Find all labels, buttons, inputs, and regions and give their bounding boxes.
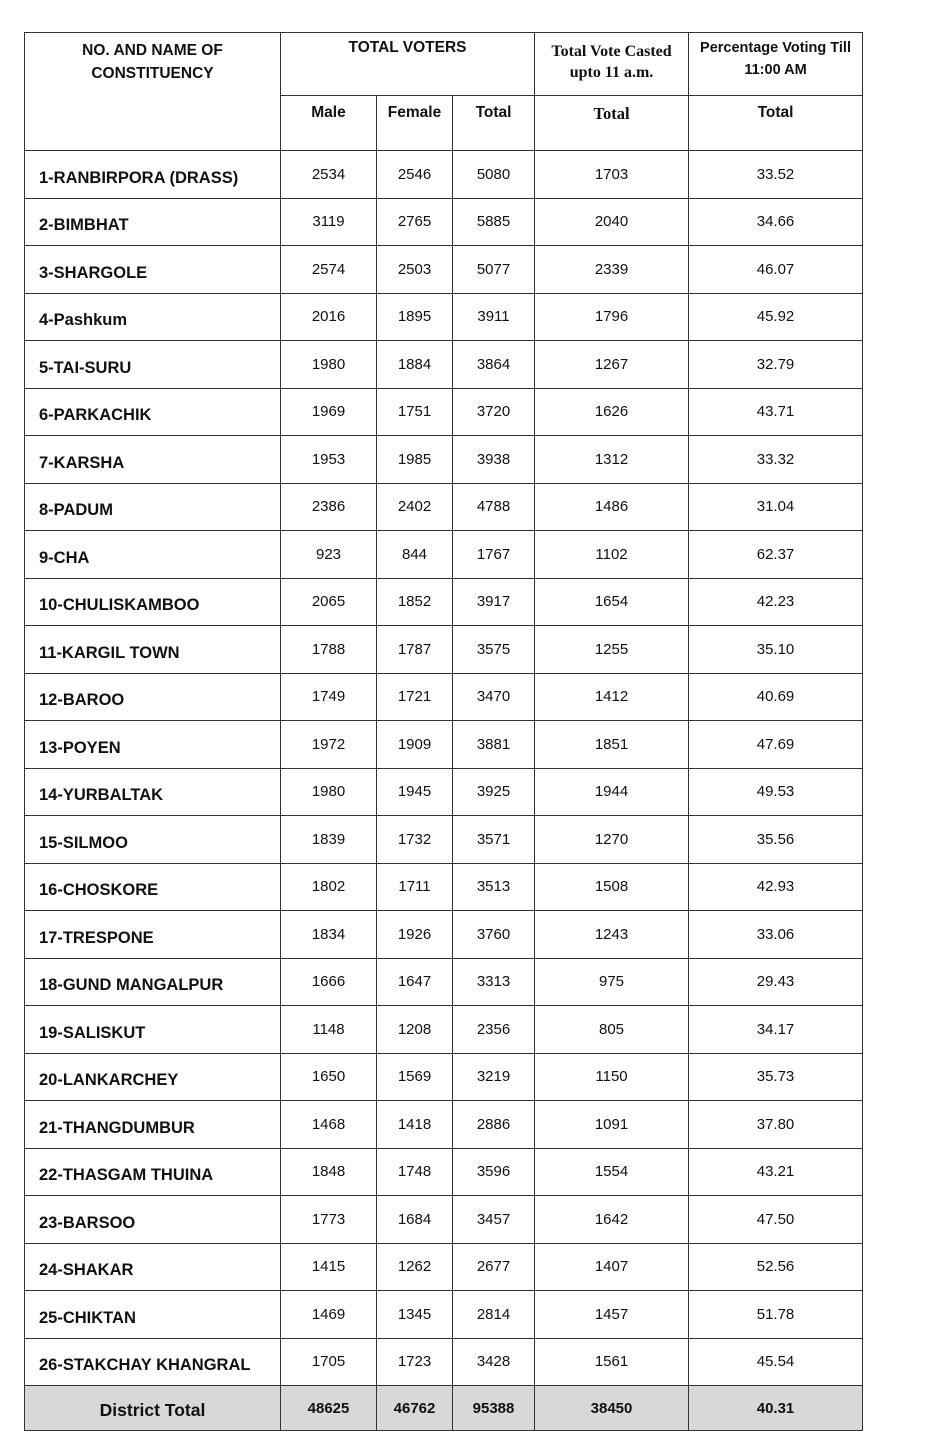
table-row [25,1196,863,1244]
votes-casted: 1150 [535,1053,689,1101]
votes-casted: 1642 [535,1196,689,1244]
percentage-voting: 33.52 [689,151,863,199]
male-voters: 1980 [281,768,377,816]
table-row [25,863,863,911]
percentage-voting: 42.23 [689,578,863,626]
female-voters: 1208 [377,1006,453,1054]
percentage-voting: 46.07 [689,246,863,294]
voter-turnout-table [24,32,863,1431]
female-voters: 1884 [377,341,453,389]
table-row [25,626,863,674]
percentage-voting: 47.50 [689,1196,863,1244]
constituency-name: 17-TRESPONE [25,911,281,959]
table-row [25,578,863,626]
total-voters: 5080 [453,151,535,199]
percentage-voting: 35.10 [689,626,863,674]
female-voters: 1721 [377,673,453,721]
constituency-name: 25-CHIKTAN [25,1291,281,1339]
total-voters: 3911 [453,293,535,341]
male-voters: 1468 [281,1101,377,1149]
header-female: Female [377,96,453,151]
total-voters: 3917 [453,578,535,626]
total-voters: 3457 [453,1196,535,1244]
votes-casted: 2339 [535,246,689,294]
district-total-male: 48625 [281,1386,377,1431]
table-row [25,246,863,294]
header-constituency: NO. AND NAME OF CONSTITUENCY [25,33,281,151]
male-voters: 1834 [281,911,377,959]
male-voters: 2574 [281,246,377,294]
constituency-name: 12-BAROO [25,673,281,721]
voting-report-sheet [24,32,862,1431]
constituency-name: 19-SALISKUT [25,1006,281,1054]
percentage-voting: 35.56 [689,816,863,864]
votes-casted: 1626 [535,388,689,436]
female-voters: 1926 [377,911,453,959]
votes-casted: 1554 [535,1148,689,1196]
constituency-name: 6-PARKACHIK [25,388,281,436]
constituency-name: 4-Pashkum [25,293,281,341]
total-voters: 2886 [453,1101,535,1149]
percentage-voting: 35.73 [689,1053,863,1101]
district-total-female: 46762 [377,1386,453,1431]
female-voters: 1895 [377,293,453,341]
total-voters: 3575 [453,626,535,674]
votes-casted: 1270 [535,816,689,864]
table-row [25,673,863,721]
percentage-voting: 42.93 [689,863,863,911]
total-voters: 2814 [453,1291,535,1339]
district-total-cast: 38450 [535,1386,689,1431]
male-voters: 1773 [281,1196,377,1244]
male-voters: 2016 [281,293,377,341]
table-row [25,436,863,484]
female-voters: 1418 [377,1101,453,1149]
male-voters: 1972 [281,721,377,769]
constituency-name: 15-SILMOO [25,816,281,864]
district-total-row [25,1386,863,1431]
constituency-name: 2-BIMBHAT [25,198,281,246]
total-voters: 3925 [453,768,535,816]
percentage-voting: 43.21 [689,1148,863,1196]
votes-casted: 1561 [535,1338,689,1386]
table-row [25,1006,863,1054]
female-voters: 1985 [377,436,453,484]
votes-casted: 1267 [535,341,689,389]
female-voters: 1345 [377,1291,453,1339]
constituency-name: 24-SHAKAR [25,1243,281,1291]
female-voters: 1262 [377,1243,453,1291]
male-voters: 1802 [281,863,377,911]
table-row [25,151,863,199]
percentage-voting: 40.69 [689,673,863,721]
table-row [25,911,863,959]
votes-casted: 805 [535,1006,689,1054]
table-row [25,721,863,769]
total-voters: 3513 [453,863,535,911]
total-voters: 4788 [453,483,535,531]
votes-casted: 1412 [535,673,689,721]
total-voters: 2677 [453,1243,535,1291]
total-voters: 3760 [453,911,535,959]
table-row [25,293,863,341]
male-voters: 1969 [281,388,377,436]
votes-casted: 1486 [535,483,689,531]
female-voters: 1711 [377,863,453,911]
total-voters: 3720 [453,388,535,436]
male-voters: 2386 [281,483,377,531]
total-voters: 3881 [453,721,535,769]
votes-casted: 1944 [535,768,689,816]
votes-casted: 1312 [535,436,689,484]
female-voters: 1909 [377,721,453,769]
header-total-voters: TOTAL VOTERS [281,33,535,96]
female-voters: 1732 [377,816,453,864]
table-row [25,483,863,531]
constituency-name: 10-CHULISKAMBOO [25,578,281,626]
constituency-name: 20-LANKARCHEY [25,1053,281,1101]
total-voters: 3596 [453,1148,535,1196]
votes-casted: 1407 [535,1243,689,1291]
female-voters: 2402 [377,483,453,531]
total-voters: 5077 [453,246,535,294]
header-row-main [25,33,863,96]
total-voters: 3219 [453,1053,535,1101]
constituency-name: 18-GUND MANGALPUR [25,958,281,1006]
female-voters: 1684 [377,1196,453,1244]
votes-casted: 2040 [535,198,689,246]
table-row [25,341,863,389]
percentage-voting: 43.71 [689,388,863,436]
total-voters: 1767 [453,531,535,579]
percentage-voting: 34.17 [689,1006,863,1054]
constituency-name: 11-KARGIL TOWN [25,626,281,674]
percentage-voting: 34.66 [689,198,863,246]
percentage-voting: 45.54 [689,1338,863,1386]
table-body [25,151,863,1386]
header-percentage: Percentage Voting Till 11:00 AM [689,33,863,96]
table-row [25,198,863,246]
percentage-voting: 33.32 [689,436,863,484]
district-total-total: 95388 [453,1386,535,1431]
female-voters: 1751 [377,388,453,436]
table-row [25,1148,863,1196]
male-voters: 1848 [281,1148,377,1196]
male-voters: 1749 [281,673,377,721]
male-voters: 1953 [281,436,377,484]
constituency-name: 1-RANBIRPORA (DRASS) [25,151,281,199]
constituency-name: 13-POYEN [25,721,281,769]
constituency-name: 7-KARSHA [25,436,281,484]
table-row [25,388,863,436]
constituency-name: 23-BARSOO [25,1196,281,1244]
votes-casted: 1654 [535,578,689,626]
constituency-name: 21-THANGDUMBUR [25,1101,281,1149]
male-voters: 1469 [281,1291,377,1339]
constituency-name: 16-CHOSKORE [25,863,281,911]
female-voters: 2546 [377,151,453,199]
votes-casted: 1255 [535,626,689,674]
male-voters: 923 [281,531,377,579]
male-voters: 2534 [281,151,377,199]
percentage-voting: 62.37 [689,531,863,579]
district-total-label: District Total [25,1386,281,1431]
percentage-voting: 52.56 [689,1243,863,1291]
total-voters: 3571 [453,816,535,864]
votes-casted: 1457 [535,1291,689,1339]
percentage-voting: 45.92 [689,293,863,341]
percentage-voting: 51.78 [689,1291,863,1339]
table-row [25,1053,863,1101]
votes-casted: 1703 [535,151,689,199]
female-voters: 1569 [377,1053,453,1101]
votes-casted: 1851 [535,721,689,769]
male-voters: 1650 [281,1053,377,1101]
constituency-name: 26-STAKCHAY KHANGRAL [25,1338,281,1386]
table-row [25,816,863,864]
constituency-name: 22-THASGAM THUINA [25,1148,281,1196]
votes-casted: 1091 [535,1101,689,1149]
male-voters: 1839 [281,816,377,864]
header-cast-total: Total [535,96,689,151]
constituency-name: 3-SHARGOLE [25,246,281,294]
total-voters: 3938 [453,436,535,484]
total-voters: 3313 [453,958,535,1006]
header-vote-casted: Total Vote Casted upto 11 a.m. [535,33,689,96]
male-voters: 1788 [281,626,377,674]
table-row [25,958,863,1006]
table-row [25,1101,863,1149]
percentage-voting: 49.53 [689,768,863,816]
table-row [25,1338,863,1386]
votes-casted: 1796 [535,293,689,341]
male-voters: 3119 [281,198,377,246]
total-voters: 3470 [453,673,535,721]
female-voters: 1647 [377,958,453,1006]
table-row [25,768,863,816]
male-voters: 1415 [281,1243,377,1291]
district-total-pct: 40.31 [689,1386,863,1431]
total-voters: 3428 [453,1338,535,1386]
constituency-name: 9-CHA [25,531,281,579]
votes-casted: 1243 [535,911,689,959]
percentage-voting: 47.69 [689,721,863,769]
female-voters: 1748 [377,1148,453,1196]
male-voters: 1666 [281,958,377,1006]
header-male: Male [281,96,377,151]
constituency-name: 14-YURBALTAK [25,768,281,816]
male-voters: 1705 [281,1338,377,1386]
percentage-voting: 37.80 [689,1101,863,1149]
table-row [25,531,863,579]
female-voters: 2765 [377,198,453,246]
female-voters: 1945 [377,768,453,816]
percentage-voting: 33.06 [689,911,863,959]
male-voters: 1980 [281,341,377,389]
table-row [25,1291,863,1339]
header-total: Total [453,96,535,151]
total-voters: 2356 [453,1006,535,1054]
header-pct-total: Total [689,96,863,151]
total-voters: 5885 [453,198,535,246]
votes-casted: 1102 [535,531,689,579]
female-voters: 844 [377,531,453,579]
male-voters: 1148 [281,1006,377,1054]
constituency-name: 5-TAI-SURU [25,341,281,389]
female-voters: 2503 [377,246,453,294]
votes-casted: 1508 [535,863,689,911]
constituency-name: 8-PADUM [25,483,281,531]
percentage-voting: 31.04 [689,483,863,531]
votes-casted: 975 [535,958,689,1006]
percentage-voting: 32.79 [689,341,863,389]
total-voters: 3864 [453,341,535,389]
female-voters: 1723 [377,1338,453,1386]
female-voters: 1852 [377,578,453,626]
percentage-voting: 29.43 [689,958,863,1006]
female-voters: 1787 [377,626,453,674]
male-voters: 2065 [281,578,377,626]
